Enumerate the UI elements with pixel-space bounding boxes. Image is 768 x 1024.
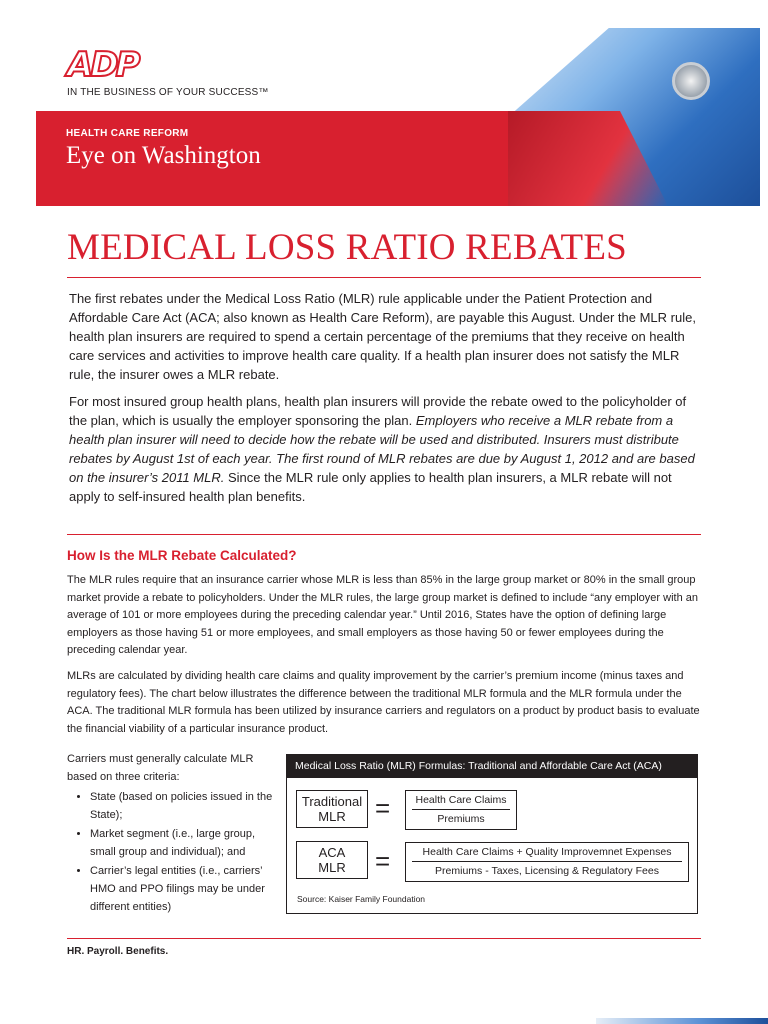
logo-mark: ADP [67,45,138,85]
formula-numerator: Health Care Claims [412,791,510,810]
mlr-formula-box [286,754,698,914]
footer-tagline: HR. Payroll. Benefits. [67,946,169,957]
footer-divider [67,938,701,939]
intro-paragraph-2 [69,392,701,506]
page-title: MEDICAL LOSS RATIO REBATES [67,227,627,268]
section-paragraph-2: MLRs are calculated by dividing health care claims and quality improvement by the carrier’s premium income (minus taxes and regulatory fees). The chart below illustrates the difference between the traditional MLR formula and the MLR formula under the ACA. The traditional MLR formula has been utilized by insurance carriers and regulators on a product by product basis to evaluate the financial viability of a particular insurance product. [67,670,700,735]
formula-left-line2: MLR [318,860,346,875]
formula-source: Source: Kaiser Family Foundation [297,894,426,904]
adp-logo [67,45,269,98]
formula-denominator: Premiums - Taxes, Licensing & Regulatory Fees [435,865,659,877]
criteria-block [67,750,282,917]
list-item: • State (based on policies issued in the State); [90,788,282,824]
criteria-intro: Carriers must generally calculate MLR based on three criteria: [67,753,254,783]
aca-formula [405,842,689,882]
section-divider [67,534,701,535]
corner-image [596,1018,768,1024]
stethoscope-icon [672,62,710,100]
formula-numerator: Health Care Claims + Quality Improvemnet Expenses [412,843,682,862]
traditional-formula [405,790,517,830]
aca-mlr-label [296,841,368,879]
formula-denominator: Premiums [437,813,485,825]
traditional-mlr-label [296,790,368,828]
hero-kicker: HEALTH CARE REFORM [66,128,189,139]
list-item: • Carrier’s legal entities (i.e., carriers’ HMO and PPO filings may be under different entities) [90,862,282,916]
formula-left-line2: MLR [318,809,346,824]
equals-sign: = [375,793,391,823]
intro-paragraph-1: The first rebates under the Medical Loss Ratio (MLR) rule applicable under the Patient Protection and Affordable Care Act (ACA; also known as Health Care Reform), are payable this August. Under the MLR rule, health plan insurers are required to spend a certain percentage of the premiums that they receive on health care services and activities to improve health care quality. If a health plan insurer does not satisfy the MLR rule, the insurer owes a MLR rebate. [69,291,696,382]
logo-tagline: IN THE BUSINESS OF YOUR SUCCESS™ [67,87,269,98]
list-item: • Market segment (i.e., large group, small group and individual); and [90,825,282,861]
formula-box-header: Medical Loss Ratio (MLR) Formulas: Traditional and Affordable Care Act (ACA) [287,755,697,778]
intro-p2-italic: Employers who receive a MLR rebate from a health plan insurer will need to decide how the rebate will be used and distributed. Insurers must distribute rebates by August 1st of each year. The first round of MLR rebates are due by August 1, 2012 and are based on the insurer’s 2011 MLR. [69,413,695,485]
intro-p2-start: For most insured group health plans, health plan insurers will provide the rebate owed to the policyholder of the plan, which is usually the employer sponsoring the plan. [69,394,687,428]
intro-p2-end: Since the MLR rule only applies to health plan insurers, a MLR rebate will not apply to self-insured health plan benefits. [69,470,672,504]
formula-left-line1: Traditional [301,794,363,809]
title-divider [67,277,701,278]
section-heading: How Is the MLR Rebate Calculated? [67,548,297,563]
section-paragraph-1: The MLR rules require that an insurance carrier whose MLR is less than 85% in the large group market or 80% in the small group market provide a rebate to policyholders. Under the MLR rules, the large group market is defined to include “any employer with an average of 101 or more employees during the preceding calendar year.” Until 2016, States have the option of defining large employers as those having 51 or more employees, and small employers as those having 50 or fewer employees during the preceding calendar year. [67,574,698,657]
formula-left-line1: ACA [318,845,346,860]
equals-sign: = [375,846,391,876]
criteria-list [67,788,282,916]
hero-title: Eye on Washington [66,142,261,169]
